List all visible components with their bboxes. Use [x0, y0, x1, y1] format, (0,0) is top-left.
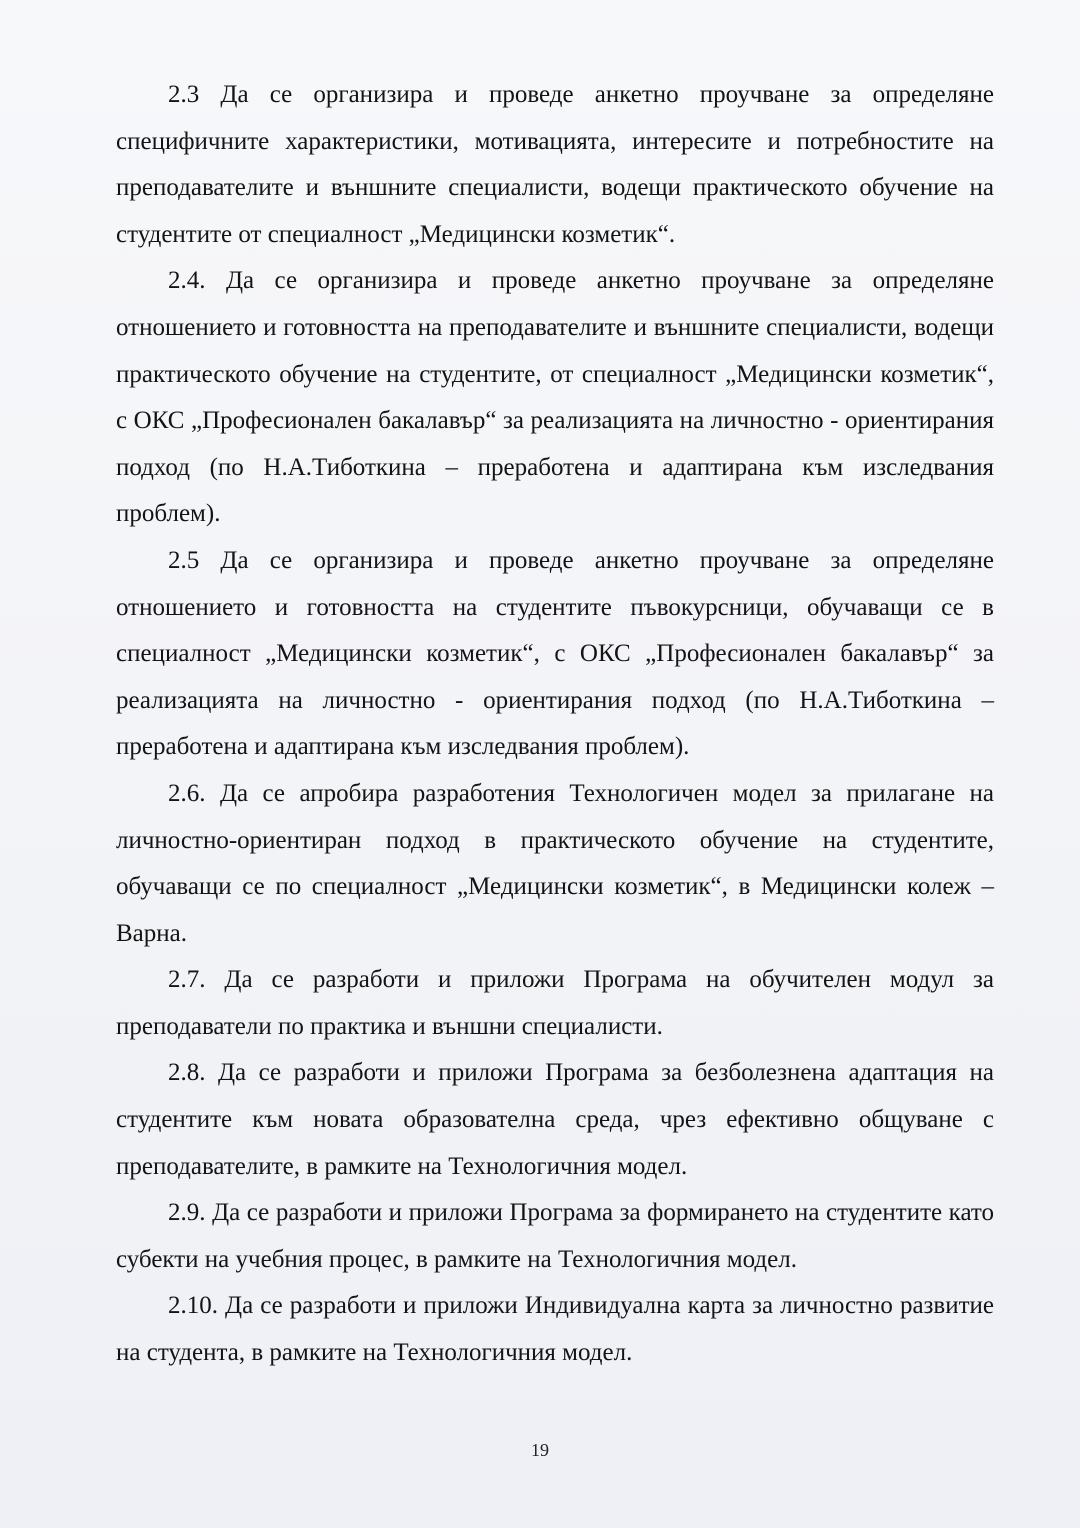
paragraph-2-9: 2.9. Да се разработи и приложи Програма за формирането на студентите като субекти на учебния процес, в рамките на Технологичния модел.	[116, 1199, 994, 1273]
page-number: 19	[531, 1440, 549, 1460]
paragraph-2-3: 2.3 Да се организира и проведе анкетно проучване за определяне специфичните характеристики, мотивацията, интересите и потребностите на преподавателите и външните специалисти, водещи практическото обучение на студентите от специалност „Медицински козметик“.	[116, 81, 994, 248]
paragraph-2-8: 2.8. Да се разработи и приложи Програма за безболезнена адаптация на студентите към новата образователна среда, чрез ефективно общуване с преподавателите, в рамките на Технологичния модел.	[116, 1059, 994, 1180]
paragraph-2-5: 2.5 Да се организира и проведе анкетно проучване за определяне отношението и готовността на студентите пъвокурсници, обучаващи се в специалност „Медицински козметик“, с ОКС „Професионален бакалавър“ за реализацията на личностно - ориентирания подход (по Н.А.Тиботкина – преработена и адаптирана към изследвания проблем).	[116, 546, 994, 761]
paragraph-2-7: 2.7. Да се разработи и приложи Програма на обучителен модул за преподаватели по практика и външни специалисти.	[116, 966, 994, 1040]
paragraph-2-10: 2.10. Да се разработи и приложи Индивидуална карта за личностно развитие на студента, в рамките на Технологичния модел.	[116, 1292, 994, 1367]
paragraph-2-6: 2.6. Да се апробира разработения Технологичен модел за прилагане на личностно-ориентиран подход в практическото обучение на студентите, обучаващи се по специалност „Медицински козметик“, в Медицински колеж – Варна.	[116, 779, 994, 947]
paragraph-2-4: 2.4. Да се организира и проведе анкетно проучване за определяне отношението и готовността на преподавателите и външните специалисти, водещи практическото обучение на студентите, от специалност „Медицински козметик“, с ОКС „Професионален бакалавър“ за реализацията на личностно - ориентирания подход (по Н.А.Тиботкина – преработена и адаптирана към изследвания проблем).	[116, 267, 994, 528]
body-text	[116, 72, 994, 1377]
